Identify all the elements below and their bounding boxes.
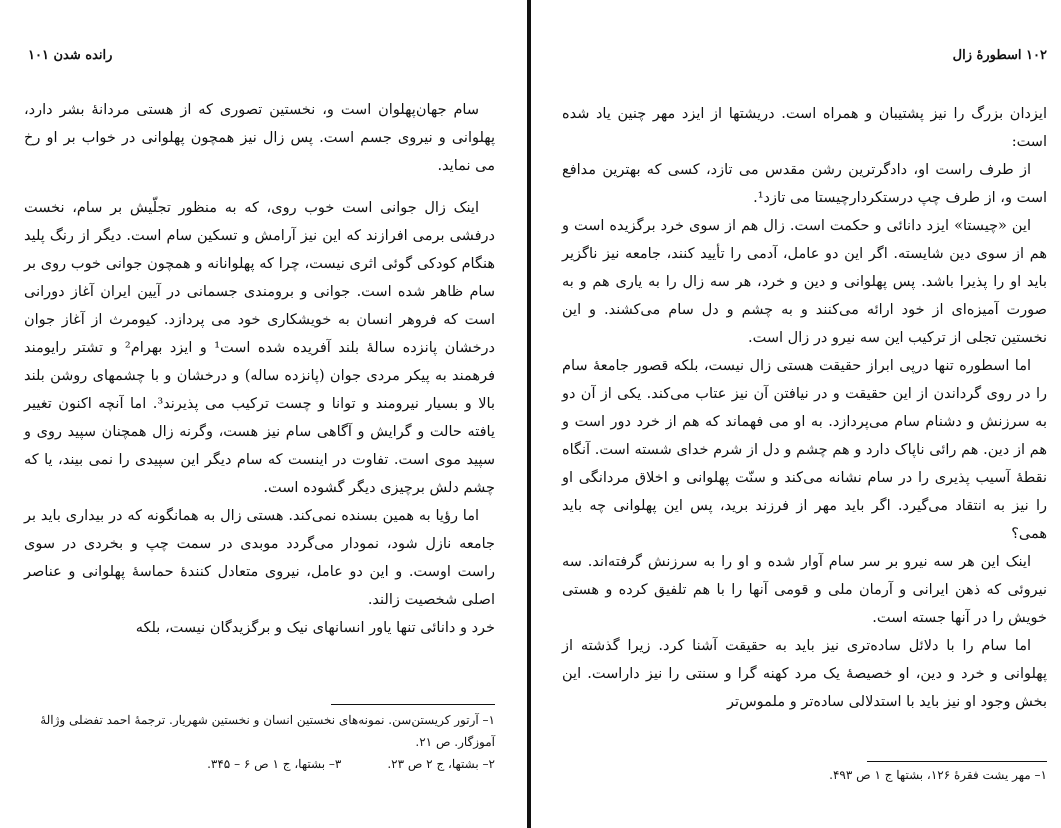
- page-body: [24, 96, 495, 642]
- page-gutter-divider: [527, 0, 531, 828]
- footnote-row: [24, 753, 495, 775]
- footnotes: [24, 709, 495, 775]
- page-header: رانده شدن ۱۰۱: [28, 48, 113, 63]
- footnote-rule: [331, 704, 495, 705]
- page-header: ۱۰۲ اسطورهٔ زال: [952, 48, 1047, 63]
- paragraph: سام جهان‌پهلوان است و، نخستین تصوری که از هستی مردانهٔ بشر دارد، پهلوانی و نیروی جسم است. پس زال نیز همچون پهلوانی در خواب بر او رخ می نماید.: [24, 102, 495, 174]
- paragraph: این «چیستا» ایزد دانائی و حکمت است. زال هم از سوی خرد برگزیده است و هم از سوی دین شایسته. اگر این دو عامل، آدمی را تأیید کنند، جامعه نیز ناگزیر باید او را پذیرا باشد. پس پهلوانی و دین و خرد، هر سه زال را به یاری هم و به صورت آمیزه‌ای از خود ارائه می‌کنند و به چشم و دل سام می‌کشند. و این نخستین تجلی از ترکیب این سه نیرو در زال است.: [562, 218, 1047, 346]
- left-page: [0, 0, 525, 828]
- paragraph: اینک این هر سه نیرو بر سر سام آوار شده و او را به سرزنش گرفته‌اند. سه نیروئی که ذهن ایرانی و آرمان ملی و قومی آنها را با هم تلفیق کرده و هستی خویش را در آنها جسته است.: [562, 554, 1047, 626]
- paragraph: خرد و دانائی تنها یاور انسانهای نیک و برگزیدگان نیست، بلکه: [135, 620, 495, 636]
- footnote: ۱– آرتور کریستن‌سن. نمونه‌های نخستین انسان و نخستین شهریار. ترجمهٔ احمد تفضلی وژالهٔ آموزگار. ص ۲۱.: [40, 713, 495, 749]
- footnote: ۳– بشتها، ج ۱ ص ۶ – ۳۴۵.: [207, 757, 342, 771]
- quotation: از طرف راست او، دادگرترین رشن مقدس می تازد، کسی که بهترین مدافع است و، از طرف چپ درستکردارچیستا می تازد¹.: [562, 162, 1047, 206]
- page-body: [562, 100, 1047, 716]
- paragraph: اما اسطوره تنها درپی ابراز حقیقت هستی زال نیست، بلکه قصور جامعهٔ سام را در روی گرداندن از این حقیقت و در نیافتن آن نیز عتاب می‌کند. یکی از آن دو به سرزنش و دشنام سام می‌پردازد. به او می فهماند که هم از خرد دور است و هم از دین. هم رائی ناپاک دارد و هم چشم و دل از شرم خدای شسته است. آنگاه نقطهٔ آسیب پذیری را در سام نشانه می‌کند و سنّت پهلوانی و اخلاق مردانگی او را نیز به انتقاد می‌گیرد. اگر باید مهر از فرزند برید، پس این پهلوانی چه باید همی؟: [562, 358, 1047, 542]
- paragraph: اینک زال جوانی است خوب روی، که به منظور تجلّیش بر سام، نخست درفشی برمی افرازند که این نیز آرامش و تسکین سام است. دیگر از رنگ پلید هنگام کودکی گوئی اثری نیست، چرا که پهلوانانه و همچون جوانی خوب روی بر سام ظاهر شده است. جوانی و برومندی جسمانی در آیین ایران آغاز دورانی است که فروهر انسان به خویشکاری خود می پردازد. کیومرث از آغاز جوان درخشان پانزده سالهٔ بلند آفریده شده است¹ و ایزد بهرام² و تشتر رایومند فرهمند به پیکر مردی جوان (پانزده ساله) و درخشان و با چشمهای روشن بلند بالا و بسیار نیرومند و توانا و چست ترکیب می پذیرند³. اما آنچه اکنون تغییر یافته حالت و گرایش و آگاهی سام نیز هست، وگرنه زال همچنان سپید روی و سپید موی است. تفاوت در اینست که سام دیگر این سپیدی را نمی بیند، یا که چشم دلش برچیزی دیگر گشوده است.: [24, 200, 496, 496]
- right-page: [536, 0, 1061, 828]
- paragraph: اما سام را با دلائل ساده‌تری نیز باید به حقیقت آشنا کرد. زیرا گذشته از پهلوانی و خرد و دین، او خصیصهٔ یک مرد کهنه گرا و سنتی را نیز داراست. این بخش وجود او نیز باید با استدلالی ساده‌تر و ملموس‌تر: [562, 638, 1047, 710]
- paragraph: ایزدان بزرگ را نیز پشتیبان و همراه است. دریشتها از ایزد مهر چنین یاد شده است:: [562, 106, 1047, 150]
- footnote: ۱– مهر یشت فقرهٔ ۱۲۶، بشتها ج ۱ ص ۴۹۳.: [829, 768, 1047, 782]
- paragraph: اما رؤیا به همین بسنده نمی‌کند. هستی زال به همانگونه که در بیداری باید بر جامعه نازل شود، نمودار می‌گردد موبدی در سمت چپ و بخردی در سوی راست اوست. و این دو عامل، نیروی متعادل کنندهٔ حماسهٔ پهلوانی و عناصر اصلی شخصیت زالند.: [24, 508, 495, 608]
- footnote: ۲– بشتها، ج ۲ ص ۲۳.: [387, 757, 495, 771]
- footnote-rule: [867, 761, 1047, 762]
- footnotes: [562, 764, 1047, 786]
